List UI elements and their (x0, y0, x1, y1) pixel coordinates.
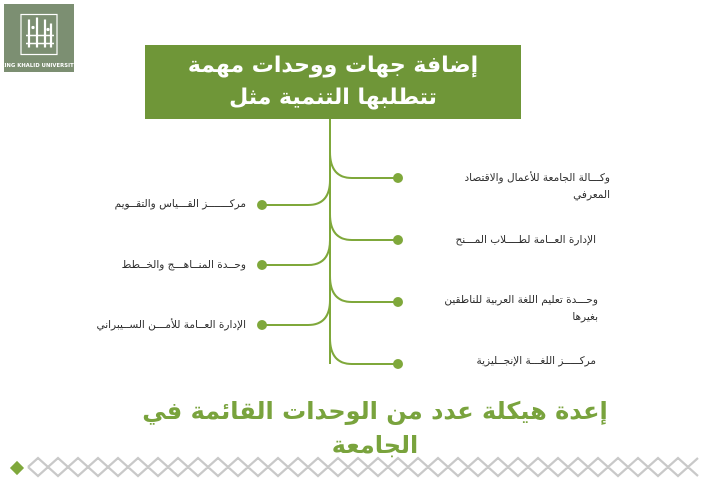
left-item-1 (80, 196, 246, 213)
right-item-3-line1: وحـــدة تعليم اللغة العربية للناطقين (444, 294, 598, 306)
right-item-1-line1: وكـــالة الجامعة للأعمال والاقتصاد (464, 172, 610, 184)
title-line-1: إضافة جهات ووحدات مهمة (187, 53, 479, 78)
left-item-3-label: الإدارة العــامة للأمـــن الســيبراني (96, 319, 246, 331)
connector-lines (262, 119, 397, 364)
right-item-2-line1: الإدارة العــامة لطــــلاب المـــنح (455, 234, 596, 246)
node-left-2 (257, 260, 267, 270)
branch-right-1 (330, 152, 397, 178)
right-item-4 (414, 353, 596, 370)
title-line-2: تتطلبها التنمية مثل (229, 85, 437, 110)
left-item-2 (80, 257, 246, 274)
left-item-1-label: مركـــــــز القـــياس والتقــويم (114, 198, 246, 210)
node-right-1 (393, 173, 403, 183)
node-left-1 (257, 200, 267, 210)
right-item-1 (414, 170, 610, 204)
branch-left-2 (262, 240, 330, 265)
node-right-2 (393, 235, 403, 245)
node-left-3 (257, 320, 267, 330)
branch-right-2 (330, 214, 397, 240)
branch-right-4 (330, 338, 397, 364)
branch-left-1 (262, 180, 330, 205)
right-item-4-line1: مركـــــز اللغـــة الإنجــليزية (476, 355, 596, 367)
right-item-1-line2: المعرفي (573, 189, 610, 201)
left-item-3 (40, 317, 246, 334)
node-right-3 (393, 297, 403, 307)
subtitle: إعدة هيكلة عدد من الوحدات القائمة في الجامعة (142, 397, 608, 459)
branch-left-3 (262, 300, 330, 325)
right-item-3-line2: بغيرها (572, 311, 598, 323)
node-right-4 (393, 359, 403, 369)
branch-right-3 (330, 276, 397, 302)
right-item-3 (414, 292, 598, 326)
left-item-2-label: وحــدة المنــاهـــج والخــطط (121, 259, 246, 271)
right-item-2 (414, 232, 596, 249)
logo-caption: KING KHALID UNIVERSITY (0, 63, 78, 69)
